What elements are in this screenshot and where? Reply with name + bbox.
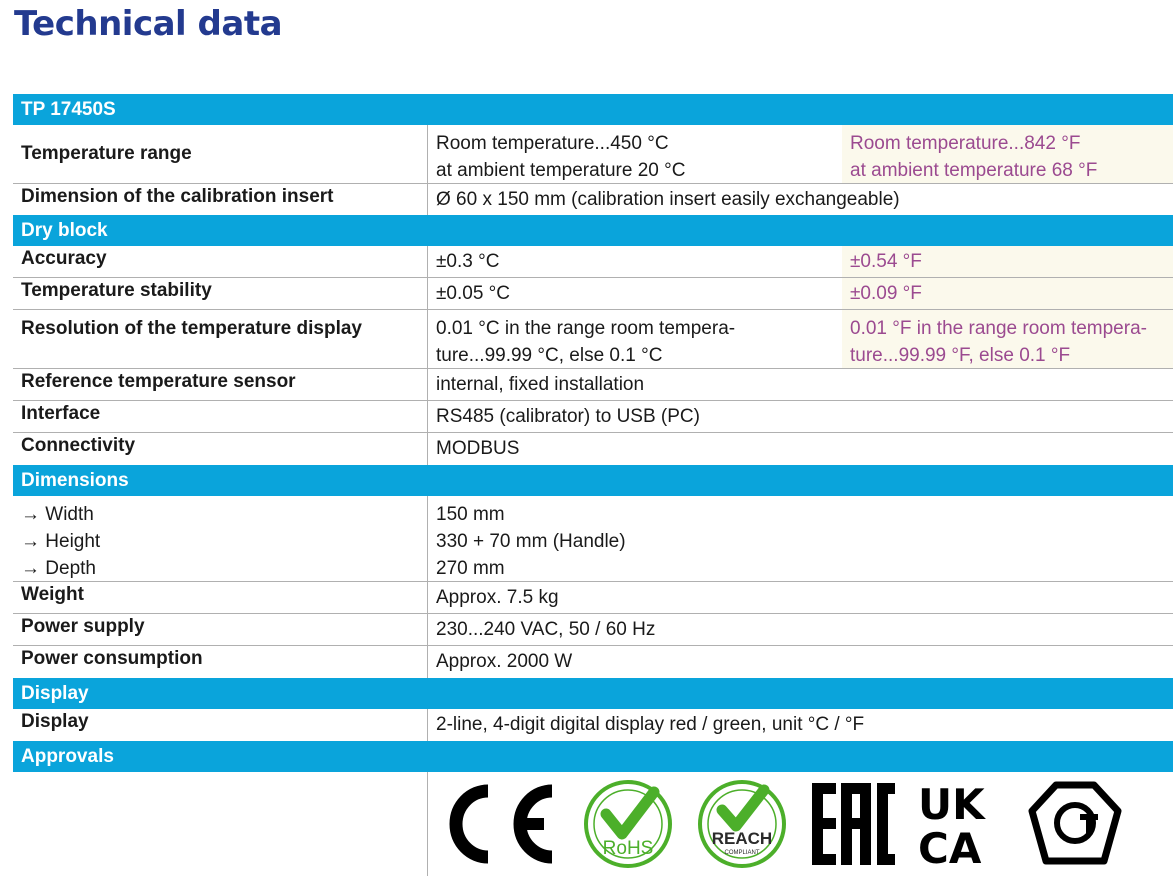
- resolution-c-line2: ture...99.99 °C, else 0.1 °C: [436, 345, 663, 366]
- label-weight: Weight: [21, 584, 84, 605]
- value-power-consumption: Approx. 2000 W: [427, 646, 1173, 678]
- reach-text: REACH: [711, 829, 773, 848]
- row-calibration-insert: [13, 184, 1173, 215]
- value-resolution-c: [427, 310, 842, 368]
- technical-data-table: [13, 94, 1173, 876]
- value-width: 150 mm: [436, 504, 505, 525]
- dimension-labels: [13, 496, 427, 581]
- label-resolution: Resolution of the temperature display: [21, 318, 362, 339]
- value-accuracy-f: ±0.54 °F: [842, 246, 1173, 277]
- ukca-icon: [918, 781, 1006, 867]
- label-connectivity: Connectivity: [21, 435, 136, 456]
- label-depth: → Depth: [21, 558, 96, 579]
- value-temperature-range-c: [427, 125, 842, 183]
- label-interface: Interface: [21, 403, 101, 424]
- row-power-consumption: [13, 646, 1173, 678]
- model-header: TP 17450S: [13, 94, 1173, 125]
- row-resolution: [13, 310, 1173, 369]
- reach-icon: [696, 778, 788, 870]
- page-title: Technical data: [14, 4, 283, 44]
- value-interface: RS485 (calibrator) to USB (PC): [427, 401, 1173, 432]
- resolution-f-line2: ture...99.99 °F, else 0.1 °F: [850, 345, 1071, 366]
- resolution-c-line1: 0.01 °C in the range room tempera-: [436, 318, 736, 339]
- gost-icon: [1028, 781, 1122, 867]
- row-interface: [13, 401, 1173, 433]
- section-dry-block: Dry block: [13, 215, 1173, 246]
- value-stability-c: ±0.05 °C: [427, 278, 842, 309]
- label-sensor: Reference temperature sensor: [21, 371, 296, 392]
- temp-range-f-line1: Room temperature...842 °F: [850, 133, 1081, 154]
- ukca-bottom-text: CA: [918, 824, 982, 867]
- approvals-empty-cell: [13, 772, 427, 876]
- ce-mark-icon: [436, 781, 560, 867]
- temp-range-c-line2: at ambient temperature 20 °C: [436, 160, 686, 181]
- row-weight: [13, 582, 1173, 614]
- resolution-f-line1: 0.01 °F in the range room tempera-: [850, 318, 1147, 339]
- value-connectivity: MODBUS: [427, 433, 1173, 465]
- row-accuracy: [13, 246, 1173, 278]
- section-display: Display: [13, 678, 1173, 709]
- dimension-values: [427, 496, 1173, 581]
- temp-range-f-line2: at ambient temperature 68 °F: [850, 160, 1098, 181]
- value-height: 330 + 70 mm (Handle): [436, 531, 626, 552]
- label-height: → Height: [21, 531, 101, 552]
- value-display: 2-line, 4-digit digital display red / green, unit °C / °F: [427, 709, 1173, 741]
- row-connectivity: [13, 433, 1173, 465]
- row-sensor: [13, 369, 1173, 401]
- row-dimensions: [13, 496, 1173, 582]
- temp-range-c-line1: Room temperature...450 °C: [436, 133, 669, 154]
- approvals-logos: [427, 772, 1173, 876]
- value-resolution-f: [842, 310, 1173, 368]
- label-power-consumption: Power consumption: [21, 648, 203, 669]
- row-stability: [13, 278, 1173, 310]
- value-calibration-insert: Ø 60 x 150 mm (calibration insert easily exchangeable): [427, 184, 1173, 215]
- value-weight: Approx. 7.5 kg: [427, 582, 1173, 613]
- row-display: [13, 709, 1173, 741]
- row-approvals: [13, 772, 1173, 876]
- ukca-top-text: UK: [918, 781, 985, 829]
- row-temperature-range: [13, 125, 1173, 184]
- label-width: → Width: [21, 504, 94, 525]
- label-display: Display: [21, 711, 89, 732]
- label-accuracy: Accuracy: [21, 248, 107, 269]
- label-calibration-insert: Dimension of the calibration insert: [21, 186, 334, 207]
- label-stability: Temperature stability: [21, 280, 212, 301]
- section-approvals: Approvals: [13, 741, 1173, 772]
- eac-icon: [810, 781, 896, 867]
- reach-sub-text: COMPLIANT: [724, 850, 760, 856]
- value-power-supply: 230...240 VAC, 50 / 60 Hz: [427, 614, 1173, 645]
- value-stability-f: ±0.09 °F: [842, 278, 1173, 309]
- row-power-supply: [13, 614, 1173, 646]
- section-dimensions: Dimensions: [13, 465, 1173, 496]
- value-temperature-range-f: [842, 125, 1173, 183]
- value-sensor: internal, fixed installation: [427, 369, 1173, 400]
- value-accuracy-c: ±0.3 °C: [427, 246, 842, 277]
- value-depth: 270 mm: [436, 558, 505, 579]
- label-power-supply: Power supply: [21, 616, 145, 637]
- rohs-icon: [582, 778, 674, 870]
- label-temperature-range: Temperature range: [21, 143, 192, 164]
- rohs-text: RoHS: [602, 838, 654, 859]
